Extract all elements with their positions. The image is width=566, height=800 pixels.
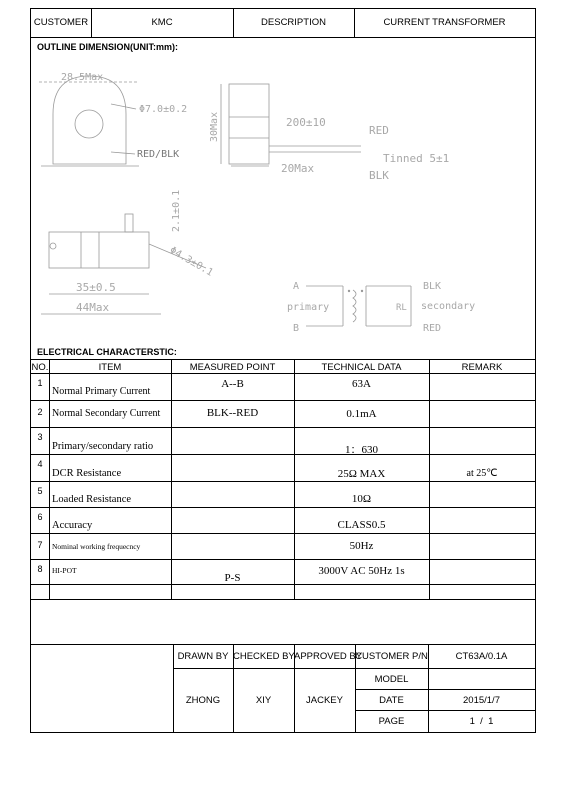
page-label: PAGE bbox=[378, 716, 405, 727]
row2-point: BLK--RED bbox=[206, 407, 259, 419]
row8-point: P-S bbox=[224, 572, 241, 584]
row1-point: A--B bbox=[221, 378, 244, 390]
date-value: 2015/1/7 bbox=[463, 695, 500, 706]
row1-no: 1 bbox=[37, 378, 43, 388]
model-label: MODEL bbox=[374, 674, 409, 685]
dim-width-top: 28.5Max bbox=[61, 72, 104, 83]
row5-item: Loaded Resistance bbox=[52, 494, 132, 505]
row7-data: 50Hz bbox=[349, 540, 374, 552]
dim-lead-blk: BLK bbox=[369, 169, 389, 182]
description-label: DESCRIPTION bbox=[261, 17, 326, 28]
row1-data: 63A bbox=[352, 378, 371, 390]
col-no-header: NO. bbox=[31, 362, 49, 373]
dim-pitch: 35±0.5 bbox=[76, 281, 116, 294]
dim-lead-red: RED bbox=[369, 124, 389, 137]
electrical-title: ELECTRICAL CHARACTERSTIC: bbox=[37, 347, 177, 357]
customer-pn-value: CT63A/0.1A bbox=[455, 651, 508, 662]
row6-no: 6 bbox=[37, 512, 43, 522]
row5-data: 10Ω bbox=[351, 493, 372, 505]
checked-by-value: XIY bbox=[255, 695, 272, 706]
date-label: DATE bbox=[379, 695, 404, 706]
row8-no: 8 bbox=[37, 564, 43, 574]
dim-depth: 20Max bbox=[281, 162, 315, 175]
customer-label: CUSTOMER bbox=[33, 17, 89, 28]
schem-red: RED bbox=[423, 323, 442, 334]
outline-drawing bbox=[31, 54, 535, 344]
row8-data: 3000V AC 50Hz 1s bbox=[318, 565, 405, 577]
row4-no: 4 bbox=[37, 459, 43, 469]
col-point-header: MEASURED POINT bbox=[189, 362, 276, 373]
dim-lead-colors: RED/BLK bbox=[137, 149, 180, 160]
schem-b: B bbox=[293, 323, 300, 334]
checked-by-label: CHECKED BY bbox=[233, 651, 295, 662]
row7-no: 7 bbox=[37, 540, 43, 550]
row3-no: 3 bbox=[37, 432, 43, 442]
schem-secondary: secondary bbox=[421, 301, 476, 312]
row4-data: 25Ω MAX bbox=[337, 468, 386, 480]
dim-length: 44Max bbox=[76, 301, 110, 314]
col-item-header: ITEM bbox=[98, 362, 122, 373]
dim-tinned: Tinned 5±1 bbox=[383, 152, 450, 165]
row3-data: 1：630 bbox=[345, 444, 378, 456]
row1-item: Normal Primary Current bbox=[52, 386, 151, 397]
spec-sheet bbox=[30, 8, 536, 733]
drawn-by-label: DRAWN BY bbox=[177, 651, 229, 662]
col-remark-header: REMARK bbox=[461, 362, 503, 373]
schem-primary: primary bbox=[287, 302, 330, 313]
dim-height: 30Max bbox=[209, 111, 220, 142]
row6-data: CLASS0.5 bbox=[337, 519, 386, 531]
dim-pin-dia: Φ4.3±0.1 bbox=[167, 245, 215, 279]
description-value: CURRENT TRANSFORMER bbox=[383, 17, 506, 28]
dim-hole-dia: Φ7.0±0.2 bbox=[139, 104, 188, 115]
row7-item: Nominal working frequecncy bbox=[52, 542, 141, 551]
dim-pin-len: 2.1±0.1 bbox=[171, 189, 182, 232]
drawn-by-value: ZHONG bbox=[185, 695, 221, 706]
row8-item: HI-POT bbox=[52, 566, 77, 575]
customer-value: KMC bbox=[151, 17, 173, 28]
page-value: 1 / 1 bbox=[469, 716, 494, 727]
customer-pn-label: CUSTOMER P/N bbox=[355, 651, 428, 662]
dim-lead-length: 200±10 bbox=[286, 116, 326, 129]
schem-rl: RL bbox=[396, 303, 407, 313]
col-data-header: TECHNICAL DATA bbox=[321, 362, 402, 373]
outline-title: OUTLINE DIMENSION(UNIT:mm): bbox=[37, 42, 178, 52]
row2-no: 2 bbox=[37, 407, 43, 417]
schem-blk: BLK bbox=[423, 281, 442, 292]
approved-by-value: JACKEY bbox=[306, 695, 343, 706]
row6-item: Accuracy bbox=[52, 520, 93, 531]
row5-no: 5 bbox=[37, 486, 43, 496]
schem-a: A bbox=[293, 281, 300, 292]
approved-by-label: APPROVED BY bbox=[294, 651, 363, 662]
row4-item: DCR Resistance bbox=[52, 468, 122, 479]
row2-data: 0.1mA bbox=[346, 408, 377, 420]
row4-remark: at 25℃ bbox=[466, 468, 498, 479]
row2-item: Normal Secondary Current bbox=[52, 408, 161, 419]
row3-item: Primary/secondary ratio bbox=[52, 441, 154, 452]
